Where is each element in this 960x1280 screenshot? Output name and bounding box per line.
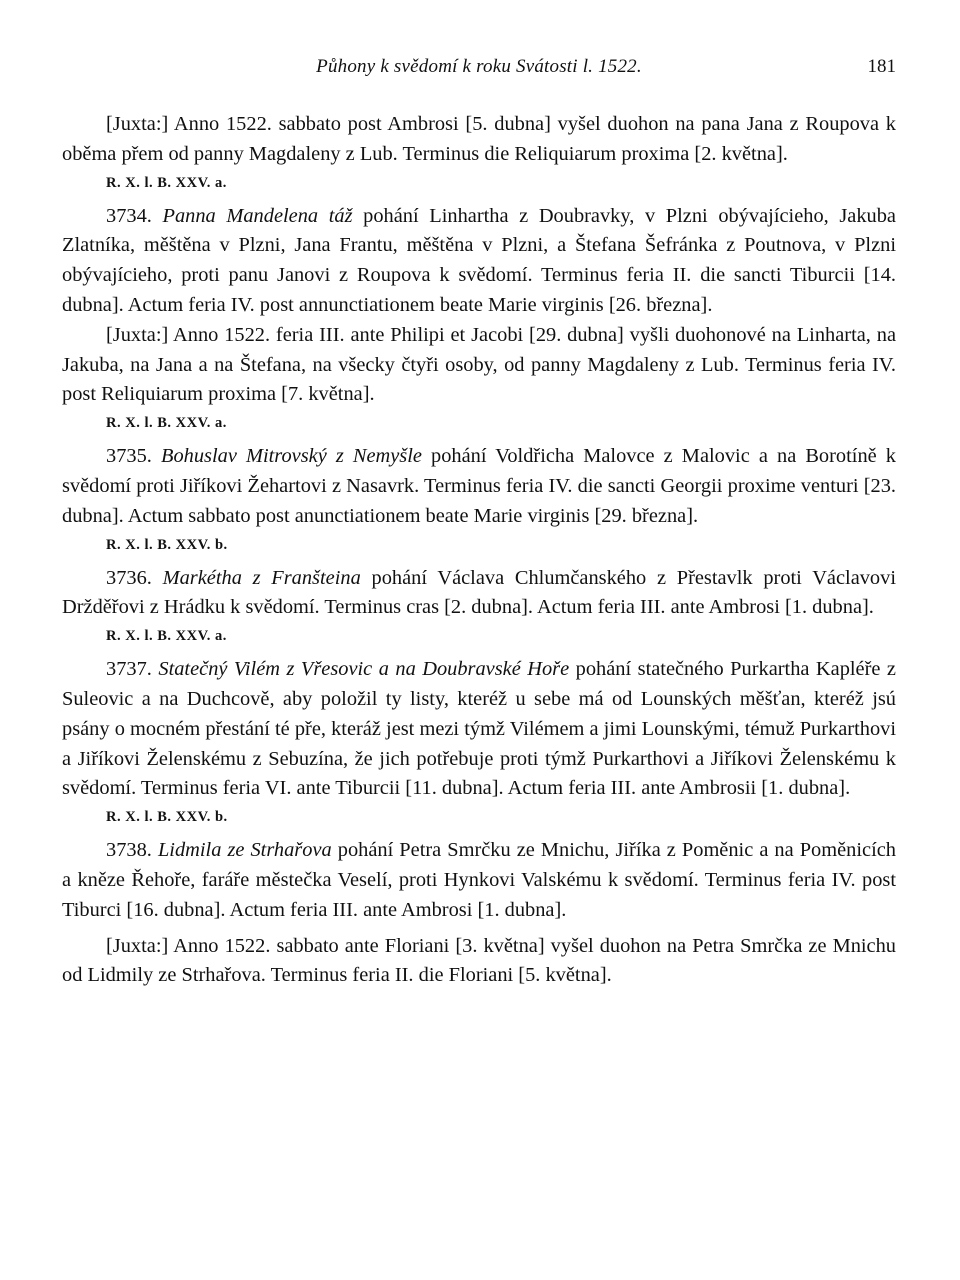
entry-person: Lidmila ze Strhařova — [157, 839, 332, 862]
entry-person: Panna Mandelena táž — [162, 204, 353, 227]
juxta-paragraph: [Juxta:] Anno 1522. sabbato post Ambrosi [5. dubna] vyšel duohon na pana Jana z Roupova k oběma přem od panny Magdaleny z Lub. Terminus die Reliquiarum proxima [2. května]. — [62, 113, 896, 165]
entry-3738 — [62, 836, 896, 925]
entry-text: pohání Voldřicha Malovce z Malovic a na Borotíně k svědomí proti Jiříkovi Žehartovi z Nasavrk. Terminus feria IV. die sancti Georgii proxime venturi [23. dubna]. Actum sabbato post anunctiationem beate Marie virginis [29. března]. — [62, 445, 896, 527]
entry-text: pohání statečného Purkartha Kapléře z Suleovic a na Duchcově, aby položil ty listy, kteréž u sebe má od Lounských měšťan, kteréž jsú psány o mocném přestání té pře, kteráž jest mezi týmž Vilémem a jimi Lounskými, témuž Purkarthovi a Jiříkovi Želenskému z Sebuzína, že jich potřebuje proti týmž Purkarthovi a Jiříkovi Želenskému k svědomí. Terminus feria VI. ante Tiburcii [11. dubna]. Actum feria III. ante Ambrosii [1. dubna]. — [62, 658, 896, 800]
page-header — [62, 56, 896, 86]
archive-signature: R. X. l. B. XXV. b. — [106, 536, 228, 553]
page-number: 181 — [867, 56, 896, 77]
entry-3736 — [62, 564, 896, 624]
entry-person: Markétha z Franšteina — [162, 566, 361, 589]
entry-number: 3735. — [106, 445, 152, 468]
juxta-paragraph: [Juxta:] Anno 1522. feria III. ante Philipi et Jacobi [29. dubna] vyšli duohonové na Linharta, na Jakuba, na Jana a na Štefana, na všecky čtyři osoby, od panny Magdaleny z Lub. Terminus feria IV. post Reliquiarum proxima [7. května]. — [62, 323, 896, 406]
entry-person: Statečný Vilém z Vřesovic a na Doubravské Hoře — [158, 658, 570, 681]
archive-signature: R. X. l. B. XXV. b. — [106, 809, 228, 826]
entry-number: 3736. — [106, 566, 152, 589]
juxta-paragraph: [Juxta:] Anno 1522. sabbato ante Floriani [3. května] vyšel duohon na Petra Smrčka ze Mnichu od Lidmily ze Strhařova. Terminus feria II. die Floriani [5. května]. — [62, 934, 896, 987]
entry-3734 — [62, 202, 896, 321]
entry-number: 3734. — [106, 204, 152, 227]
entry-number: 3737. — [106, 658, 152, 681]
entry-text: pohání Petra Smrčku ze Mnichu, Jiříka z Poměnic a na Poměnicích a kněze Řehoře, faráře městečka Veselí, proti Hynkovi Valskému k svědomí. Terminus feria IV. post Tiburci [16. dubna]. Actum feria III. ante Ambrosi [1. dubna]. — [62, 839, 896, 921]
archive-signature: R. X. l. B. XXV. a. — [106, 628, 227, 645]
document-body — [62, 110, 896, 991]
entry-number: 3738. — [106, 839, 152, 862]
entry-text: pohání Václava Chlumčanského z Přestavlk proti Václavovi Držděřovi z Hrádku k svědomí. Terminus cras [2. dubna]. Actum feria III. ante Ambrosi [1. dubna]. — [62, 566, 896, 619]
running-title: Půhony k svědomí k roku Svátosti l. 1522. — [316, 56, 642, 77]
entry-3737 — [62, 655, 896, 804]
entry-text: pohání Linhartha z Doubravky, v Plzni obývajícieho, Jakuba Zlatníka, měštěna v Plzni, Jana Frantu, měštěna v Plzni, a Štefana Šefránka z Poutnova, v Plzni obývajícieho, proti panu Janovi z Roupova k svědomí. Terminus feria II. die sancti Tiburcii [14. dubna]. Actum feria IV. post annunctiationem beate Marie virginis [26. března]. — [62, 204, 896, 316]
archive-signature: R. X. l. B. XXV. a. — [106, 415, 227, 432]
entry-person: Bohuslav Mitrovský z Nemyšle — [160, 445, 422, 468]
entry-3735 — [62, 442, 896, 531]
archive-signature: R. X. l. B. XXV. a. — [106, 174, 227, 191]
